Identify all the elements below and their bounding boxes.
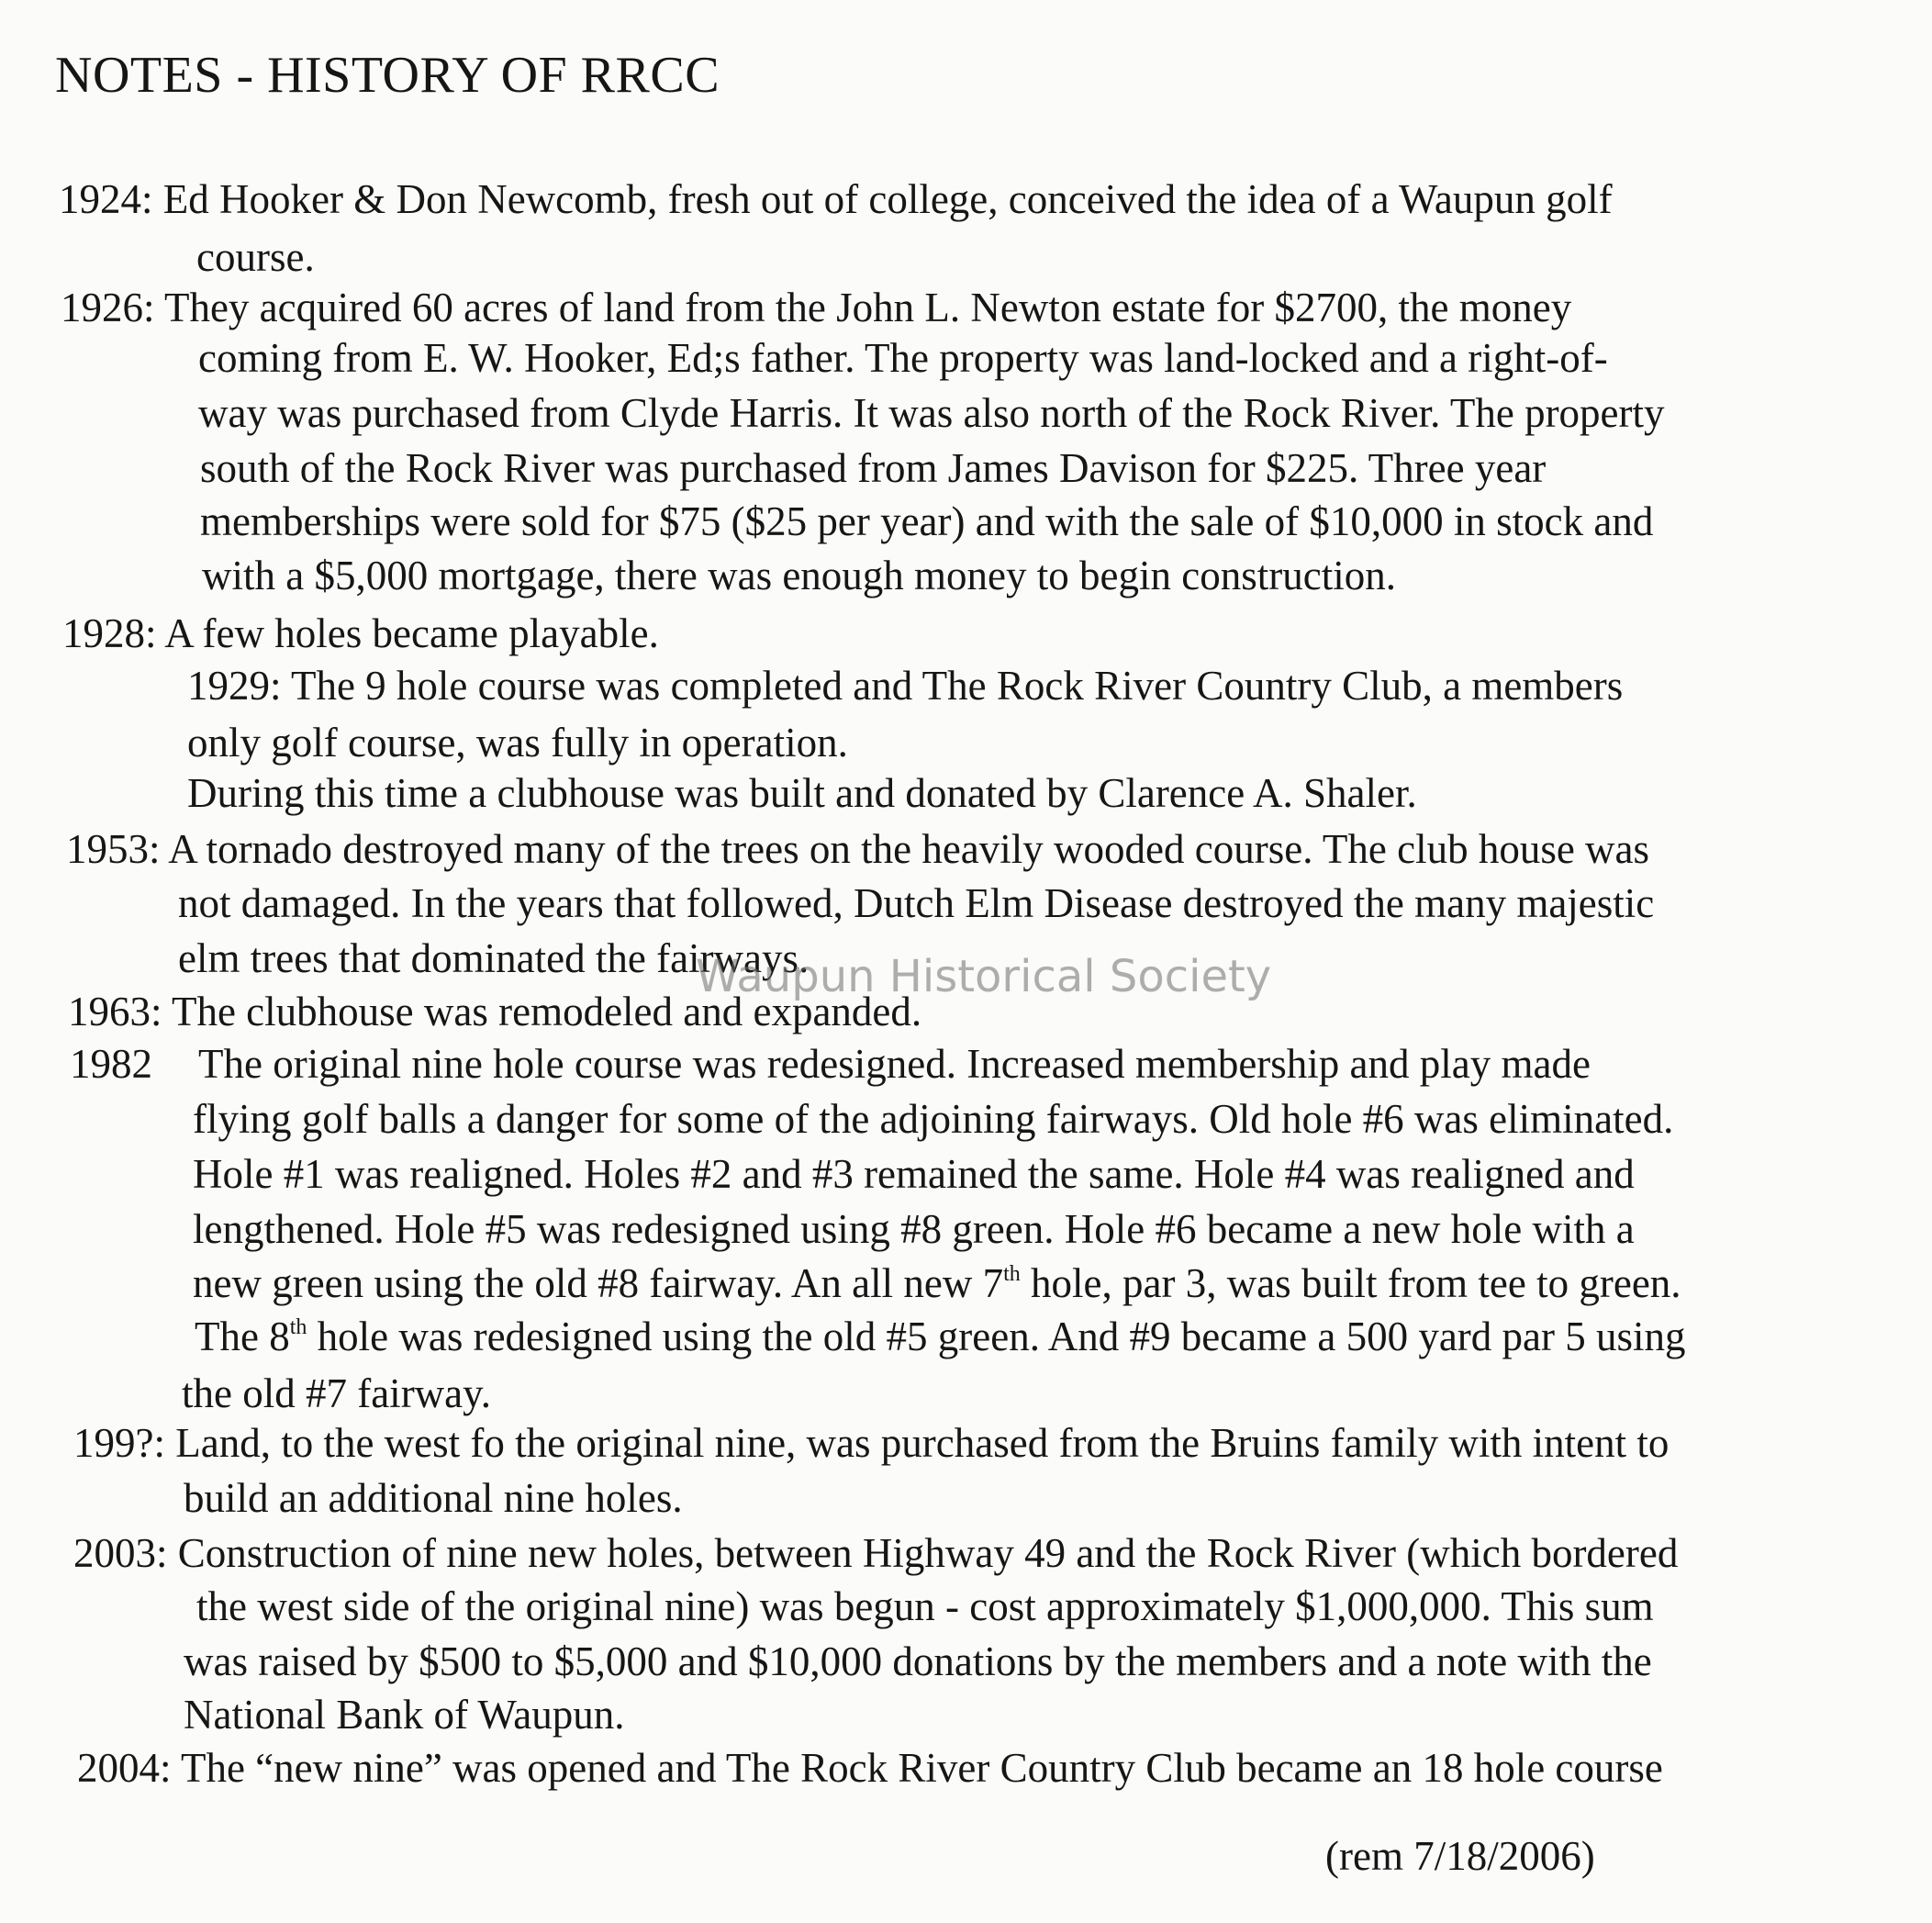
entry-1982-line-6 (195, 1316, 1686, 1358)
entry-year: 2004: (77, 1745, 172, 1791)
entry-year: 1926: (61, 285, 155, 330)
entry-text: The 9 hole course was completed and The Rock River Country Club, a members (290, 663, 1624, 709)
entry-199x-line-2: build an additional nine holes. (184, 1475, 683, 1521)
entry-1982-line-2: flying golf balls a danger for some of the adjoining fairways. Old hole #6 was eliminated. (193, 1096, 1674, 1142)
entry-year: 2003: (73, 1530, 168, 1576)
entry-1982-line-4: lengthened. Hole #5 was redesigned using #8 green. Hole #6 became a new hole with a (193, 1206, 1635, 1252)
page-title: NOTES - HISTORY OF RRCC (55, 47, 720, 104)
entry-text: Ed Hooker & Don Newcomb, fresh out of college, conceived the idea of a Waupun golf (162, 176, 1613, 222)
entry-2003-line-3: was raised by $500 to $5,000 and $10,000 donations by the members and a note with the (184, 1638, 1652, 1684)
entry-text: Land, to the west fo the original nine, was purchased from the Bruins family with intent to (175, 1420, 1670, 1466)
entry-1926-line-1 (61, 287, 1571, 329)
entry-1929-line-3: During this time a clubhouse was built and donated by Clarence A. Shaler. (187, 770, 1417, 816)
entry-1926-line-6: with a $5,000 mortgage, there was enough money to begin construction. (202, 553, 1396, 598)
entry-2003-line-4: National Bank of Waupun. (184, 1692, 625, 1738)
entry-year: 1928: (62, 610, 157, 656)
entry-1982-line-7: the old #7 fairway. (182, 1370, 491, 1416)
entry-1982-line-1 (70, 1041, 1591, 1087)
watermark: Waupun Historical Society (696, 951, 1272, 1002)
entry-year: 1953: (66, 826, 161, 872)
entry-1924-line-1 (59, 176, 1613, 222)
entry-text: A few holes became playable. (164, 610, 659, 656)
entry-text: hole was redesigned using the old #5 green. And #9 became a 500 yard par 5 using (307, 1314, 1686, 1359)
entry-text: The 8 (195, 1314, 290, 1359)
entry-2003-line-2: the west side of the original nine) was begun - cost approximately $1,000,000. This sum (196, 1583, 1654, 1629)
entry-1953-line-2: not damaged. In the years that followed, Dutch Elm Disease destroyed the many majestic (178, 880, 1655, 926)
entry-1953-line-1 (66, 826, 1650, 872)
entry-1953-line-3: elm trees that dominated the fairways. (178, 935, 810, 981)
entry-year: 1982 (70, 1041, 152, 1087)
entry-1928-line-1 (62, 610, 659, 656)
entry-year: 1924: (59, 176, 153, 222)
entry-year: 1929: (187, 663, 282, 709)
entry-2003-line-1 (73, 1530, 1679, 1576)
entry-text: They acquired 60 acres of land from the John L. Newton estate for $2700, the money (163, 285, 1572, 330)
entry-text: Construction of nine new holes, between Highway 49 and the Rock River (which bordered (177, 1530, 1679, 1576)
entry-text: hole, par 3, was built from tee to green. (1020, 1260, 1681, 1306)
entry-year: 199?: (73, 1420, 165, 1466)
entry-text: The “new nine” was opened and The Rock River Country Club became an 18 hole course (180, 1745, 1663, 1791)
entry-2004-line-1 (77, 1745, 1663, 1791)
entry-1924-line-2: course. (196, 234, 315, 280)
entry-1926-line-2: coming from E. W. Hooker, Ed;s father. The property was land-locked and a right-of- (198, 335, 1608, 381)
entry-text: The original nine hole course was redesigned. Increased membership and play made (198, 1041, 1591, 1087)
entry-1963-line-1 (68, 991, 921, 1033)
entry-1982-line-3: Hole #1 was realigned. Holes #2 and #3 remained the same. Hole #4 was realigned and (193, 1151, 1635, 1197)
entry-1982-line-5 (193, 1260, 1681, 1306)
entry-1929-line-1 (187, 665, 1623, 707)
entry-1929-line-2: only golf course, was fully in operation. (187, 720, 848, 766)
superscript: th (1003, 1262, 1021, 1286)
entry-text: A tornado destroyed many of the trees on the heavily wooded course. The club house was (168, 826, 1650, 872)
entry-text: The clubhouse was remodeled and expanded. (171, 989, 922, 1034)
entry-1926-line-5: memberships were sold for $75 ($25 per year) and with the sale of $10,000 in stock and (200, 498, 1654, 544)
entry-1926-line-3: way was purchased from Clyde Harris. It was also north of the Rock River. The property (198, 390, 1665, 436)
entry-199x-line-1 (73, 1420, 1670, 1466)
entry-year: 1963: (68, 989, 162, 1034)
superscript: th (289, 1315, 307, 1339)
signoff-date: (rem 7/18/2006) (1325, 1833, 1595, 1879)
entry-1926-line-4: south of the Rock River was purchased from James Davison for $225. Three year (200, 445, 1547, 491)
entry-text: new green using the old #8 fairway. An all new 7 (193, 1260, 1004, 1306)
